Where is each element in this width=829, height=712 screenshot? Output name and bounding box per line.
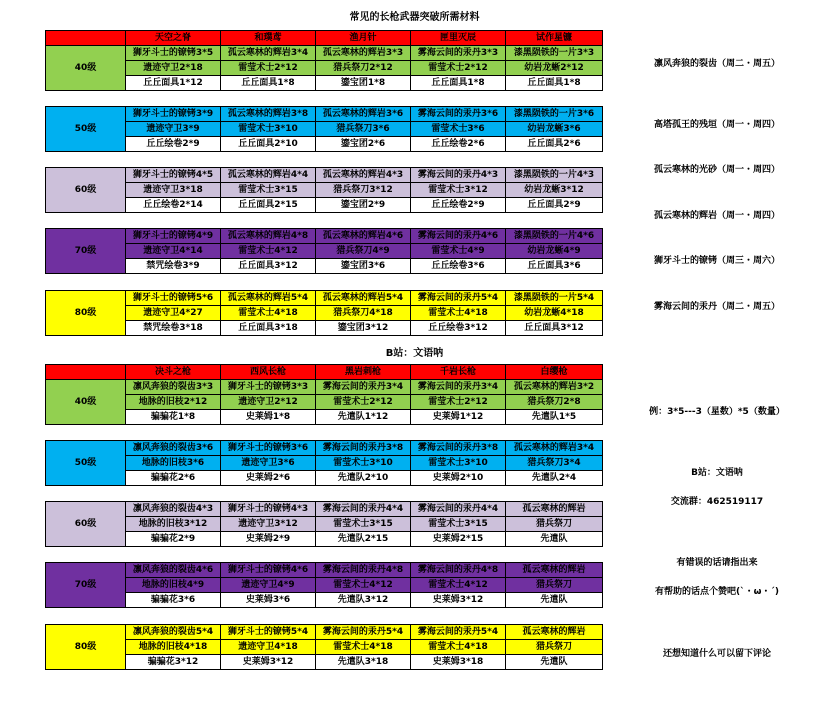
weapon-header: 天空之脊 [126, 31, 221, 46]
material-cell: 史莱姆3*12 [411, 593, 506, 608]
table-row [46, 244, 603, 259]
schedule-item: 孤云寒林的辉岩（周一・周四） [653, 211, 780, 221]
material-cell: 史莱姆2*15 [411, 532, 506, 547]
material-cell: 狮牙斗士的镣铐3*6 [221, 441, 316, 456]
material-cell: 猎兵祭刀2*12 [316, 61, 411, 76]
material-cell: 雷莹术士4*18 [411, 306, 506, 321]
weapon-header: 千岩长枪 [411, 365, 506, 380]
material-cell: 猎兵祭刀 [506, 517, 603, 532]
material-cell: 雾海云间的汞丹3*6 [411, 107, 506, 122]
table-row [46, 380, 603, 395]
material-cell: 雷莹术士3*15 [221, 183, 316, 198]
material-cell: 鎏宝团3*12 [316, 321, 411, 336]
material-cell: 雷莹术士4*9 [411, 244, 506, 259]
material-cell: 遗迹守卫4*27 [126, 306, 221, 321]
material-cell: 丘丘面具3*12 [506, 321, 603, 336]
material-cell: 丘丘面具1*8 [411, 76, 506, 91]
material-cell: 先遣队2*15 [316, 532, 411, 547]
weapon-header: 渔月针 [316, 31, 411, 46]
table-row [46, 61, 603, 76]
material-cell: 狮牙斗士的镣铐4*3 [221, 502, 316, 517]
material-cell: 丘丘面具1*8 [221, 76, 316, 91]
level-cell: 70级 [46, 563, 126, 608]
material-cell: 猎兵祭刀4*9 [316, 244, 411, 259]
material-cell: 雷莹术士2*12 [411, 61, 506, 76]
table-row [46, 578, 603, 593]
table-row [46, 259, 603, 274]
header-blank-cell [46, 365, 126, 380]
material-cell: 先遣队 [506, 593, 603, 608]
material-cell: 遗迹守卫4*18 [221, 640, 316, 655]
spacer-row [46, 152, 603, 168]
material-cell: 漆黑陨铁的一片3*6 [506, 107, 603, 122]
material-table-a [45, 30, 603, 336]
material-cell: 孤云寒林的辉岩3*4 [221, 46, 316, 61]
material-cell: 幼岩龙蜥2*12 [506, 61, 603, 76]
material-cell: 雾海云间的汞丹5*4 [411, 625, 506, 640]
material-cell: 鎏宝团2*6 [316, 137, 411, 152]
material-cell: 遗迹守卫3*18 [126, 183, 221, 198]
header-row [46, 365, 603, 380]
material-cell: 骗骗花3*12 [126, 655, 221, 670]
material-cell: 地脉的旧枝4*9 [126, 578, 221, 593]
material-cell: 孤云寒林的辉岩 [506, 625, 603, 640]
material-cell: 丘丘面具1*8 [506, 76, 603, 91]
material-cell: 史莱姆2*6 [221, 471, 316, 486]
material-cell: 凛风奔狼的裂齿5*4 [126, 625, 221, 640]
bilibili-note: B站：文语呐 [691, 468, 743, 478]
material-cell: 丘丘面具3*18 [221, 321, 316, 336]
material-cell: 猎兵祭刀3*12 [316, 183, 411, 198]
table-row [46, 517, 603, 532]
material-cell: 先遣队 [506, 532, 603, 547]
schedule-item: 凛风奔狼的裂齿（周二・周五） [653, 59, 780, 69]
material-cell: 地脉的旧枝4*18 [126, 640, 221, 655]
material-cell: 狮牙斗士的镣铐4*9 [126, 229, 221, 244]
weapon-header: 决斗之枪 [126, 365, 221, 380]
material-cell: 雷莹术士3*15 [316, 517, 411, 532]
material-cell: 雾海云间的汞丹4*8 [411, 563, 506, 578]
weapon-header: 西风长枪 [221, 365, 316, 380]
material-cell: 先遣队 [506, 655, 603, 670]
table-row [46, 168, 603, 183]
table-row [46, 410, 603, 425]
material-cell: 漆黑陨铁的一片4*3 [506, 168, 603, 183]
level-cell: 50级 [46, 107, 126, 152]
material-cell: 遗迹守卫2*18 [126, 61, 221, 76]
spacer-cell [46, 608, 603, 625]
material-cell: 雾海云间的汞丹5*4 [316, 625, 411, 640]
table-row [46, 183, 603, 198]
material-cell: 雷莹术士4*18 [221, 306, 316, 321]
header-row [46, 31, 603, 46]
material-cell: 孤云寒林的辉岩4*6 [316, 229, 411, 244]
level-cell: 80级 [46, 291, 126, 336]
weapon-header: 和璞鸢 [221, 31, 316, 46]
material-cell: 丘丘面具3*6 [506, 259, 603, 274]
material-cell: 雷莹术士4*18 [411, 640, 506, 655]
material-cell: 漆黑陨铁的一片3*3 [506, 46, 603, 61]
material-cell: 雷莹术士3*6 [411, 122, 506, 137]
group-note: 交流群：462519117 [670, 497, 764, 507]
level-cell: 70级 [46, 229, 126, 274]
material-cell: 漆黑陨铁的一片5*4 [506, 291, 603, 306]
material-cell: 雷莹术士4*12 [411, 578, 506, 593]
spacer-cell [46, 152, 603, 168]
material-cell: 先遣队2*10 [316, 471, 411, 486]
material-cell: 雷莹术士4*18 [316, 640, 411, 655]
material-cell: 雷莹术士3*10 [221, 122, 316, 137]
table-row [46, 655, 603, 670]
table-row [46, 640, 603, 655]
spacer-cell [46, 547, 603, 563]
material-cell: 史莱姆3*6 [221, 593, 316, 608]
spacer-row [46, 486, 603, 502]
material-cell: 雾海云间的汞丹3*8 [411, 441, 506, 456]
table-row [46, 137, 603, 152]
example-note: 例：3*5---3（星数）*5（数量） [649, 407, 785, 417]
page-title: 常见的长枪武器突破所需材料 [349, 12, 480, 23]
material-cell: 猎兵祭刀3*4 [506, 456, 603, 471]
table-row [46, 321, 603, 336]
weapon-header: 试作星镰 [506, 31, 603, 46]
material-cell: 骗骗花1*8 [126, 410, 221, 425]
schedule-item: 狮牙斗士的镣铐（周三・周六） [653, 256, 780, 266]
material-cell: 幼岩龙蜥3*12 [506, 183, 603, 198]
material-cell: 丘丘绘卷2*14 [126, 198, 221, 213]
spacer-row [46, 425, 603, 441]
material-cell: 雷莹术士2*12 [221, 61, 316, 76]
material-cell: 先遣队3*18 [316, 655, 411, 670]
comment-note: 还想知道什么可以留下评论 [662, 649, 771, 659]
material-cell: 史莱姆1*12 [411, 410, 506, 425]
material-cell: 雷莹术士2*12 [411, 395, 506, 410]
material-cell: 狮牙斗士的镣铐5*6 [126, 291, 221, 306]
material-cell: 先遣队2*4 [506, 471, 603, 486]
material-cell: 狮牙斗士的镣铐3*3 [221, 380, 316, 395]
schedule-item: 高塔孤王的残垣（周一・周四） [653, 120, 780, 130]
material-cell: 孤云寒林的辉岩3*8 [221, 107, 316, 122]
table-row [46, 395, 603, 410]
material-cell: 孤云寒林的辉岩3*3 [316, 46, 411, 61]
material-cell: 雷莹术士3*12 [411, 183, 506, 198]
material-cell: 孤云寒林的辉岩4*8 [221, 229, 316, 244]
material-cell: 孤云寒林的辉岩5*4 [221, 291, 316, 306]
material-cell: 丘丘面具3*12 [221, 259, 316, 274]
spacer-row [46, 274, 603, 291]
level-cell: 60级 [46, 502, 126, 547]
material-cell: 雾海云间的汞丹4*6 [411, 229, 506, 244]
table-row [46, 625, 603, 640]
material-cell: 史莱姆3*18 [411, 655, 506, 670]
spacer-row [46, 547, 603, 563]
material-cell: 遗迹守卫4*9 [221, 578, 316, 593]
material-cell: 狮牙斗士的镣铐5*4 [221, 625, 316, 640]
material-cell: 遗迹守卫3*6 [221, 456, 316, 471]
material-cell: 雷莹术士2*12 [316, 395, 411, 410]
material-cell: 孤云寒林的辉岩3*4 [506, 441, 603, 456]
material-cell: 雾海云间的汞丹3*3 [411, 46, 506, 61]
material-cell: 幼岩龙蜥4*9 [506, 244, 603, 259]
material-cell: 幼岩龙蜥4*18 [506, 306, 603, 321]
material-cell: 骗骗花2*6 [126, 471, 221, 486]
table-row [46, 502, 603, 517]
material-cell: 史莱姆2*9 [221, 532, 316, 547]
spacer-cell [46, 213, 603, 229]
material-cell: 骗骗花2*9 [126, 532, 221, 547]
material-cell: 鎏宝团1*8 [316, 76, 411, 91]
material-cell: 孤云寒林的辉岩3*2 [506, 380, 603, 395]
spacer-cell [46, 486, 603, 502]
material-cell: 丘丘绘卷3*6 [411, 259, 506, 274]
material-cell: 丘丘绘卷3*12 [411, 321, 506, 336]
material-cell: 雷莹术士3*15 [411, 517, 506, 532]
material-cell: 狮牙斗士的镣铐3*9 [126, 107, 221, 122]
material-cell: 凛风奔狼的裂齿4*6 [126, 563, 221, 578]
like-note: 有帮助的话点个赞吧(`・ω・´) [654, 587, 780, 597]
table-row [46, 593, 603, 608]
material-cell: 猎兵祭刀3*6 [316, 122, 411, 137]
weapon-header: 黑岩刺枪 [316, 365, 411, 380]
material-cell: 雾海云间的汞丹4*8 [316, 563, 411, 578]
table-row [46, 46, 603, 61]
schedule-item: 雾海云间的汞丹（周二・周五） [653, 302, 780, 312]
material-cell: 鎏宝团3*6 [316, 259, 411, 274]
material-cell: 禁咒绘卷3*9 [126, 259, 221, 274]
material-cell: 丘丘面具2*10 [221, 137, 316, 152]
material-cell: 鎏宝团2*9 [316, 198, 411, 213]
material-cell: 孤云寒林的辉岩4*4 [221, 168, 316, 183]
material-cell: 雷莹术士4*12 [316, 578, 411, 593]
material-cell: 先遣队1*12 [316, 410, 411, 425]
material-cell: 先遣队1*5 [506, 410, 603, 425]
table-row [46, 306, 603, 321]
material-cell: 凛风奔狼的裂齿3*6 [126, 441, 221, 456]
table-row [46, 107, 603, 122]
material-cell: 凛风奔狼的裂齿4*3 [126, 502, 221, 517]
material-cell: 史莱姆3*12 [221, 655, 316, 670]
material-cell: 雾海云间的汞丹4*4 [316, 502, 411, 517]
material-cell: 猎兵祭刀2*8 [506, 395, 603, 410]
material-table-b [45, 364, 603, 670]
material-cell: 孤云寒林的辉岩 [506, 563, 603, 578]
material-cell: 雾海云间的汞丹4*3 [411, 168, 506, 183]
material-cell: 丘丘面具2*15 [221, 198, 316, 213]
material-cell: 孤云寒林的辉岩4*3 [316, 168, 411, 183]
table-row [46, 441, 603, 456]
material-cell: 丘丘绘卷2*9 [126, 137, 221, 152]
level-cell: 40级 [46, 380, 126, 425]
spacer-cell [46, 425, 603, 441]
material-cell: 雾海云间的汞丹5*4 [411, 291, 506, 306]
table-row [46, 229, 603, 244]
material-cell: 史莱姆1*8 [221, 410, 316, 425]
material-cell: 骗骗花3*6 [126, 593, 221, 608]
level-cell: 40级 [46, 46, 126, 91]
material-cell: 雷莹术士3*10 [411, 456, 506, 471]
material-cell: 狮牙斗士的镣铐4*6 [221, 563, 316, 578]
material-cell: 雷莹术士4*12 [221, 244, 316, 259]
table-row [46, 532, 603, 547]
material-cell: 遗迹守卫2*12 [221, 395, 316, 410]
material-cell: 幼岩龙蜥3*6 [506, 122, 603, 137]
level-cell: 60级 [46, 168, 126, 213]
table-row [46, 291, 603, 306]
material-cell: 遗迹守卫3*9 [126, 122, 221, 137]
material-cell: 丘丘绘卷2*9 [411, 198, 506, 213]
material-cell: 雾海云间的汞丹4*4 [411, 502, 506, 517]
material-cell: 地脉的旧枝3*6 [126, 456, 221, 471]
material-cell: 禁咒绘卷3*18 [126, 321, 221, 336]
material-cell: 先遣队3*12 [316, 593, 411, 608]
material-cell: 雷莹术士3*10 [316, 456, 411, 471]
level-cell: 50级 [46, 441, 126, 486]
material-cell: 雾海云间的汞丹3*4 [316, 380, 411, 395]
material-cell: 遗迹守卫4*14 [126, 244, 221, 259]
material-cell: 孤云寒林的辉岩3*6 [316, 107, 411, 122]
material-cell: 丘丘面具1*12 [126, 76, 221, 91]
table-row [46, 456, 603, 471]
spacer-row [46, 213, 603, 229]
material-cell: 地脉的旧枝2*12 [126, 395, 221, 410]
table-row [46, 198, 603, 213]
schedule-item: 孤云寒林的光砂（周一・周四） [653, 165, 780, 175]
material-cell: 狮牙斗士的镣铐4*5 [126, 168, 221, 183]
spacer-row [46, 608, 603, 625]
level-cell: 80级 [46, 625, 126, 670]
material-cell: 雾海云间的汞丹3*4 [411, 380, 506, 395]
material-cell: 凛风奔狼的裂齿3*3 [126, 380, 221, 395]
header-blank-cell [46, 31, 126, 46]
material-cell: 地脉的旧枝3*12 [126, 517, 221, 532]
material-cell: 孤云寒林的辉岩 [506, 502, 603, 517]
material-cell: 史莱姆2*10 [411, 471, 506, 486]
subtitle: B站：文语呐 [385, 348, 444, 359]
material-cell: 丘丘面具2*9 [506, 198, 603, 213]
material-cell: 遗迹守卫3*12 [221, 517, 316, 532]
table-row [46, 122, 603, 137]
table-row [46, 563, 603, 578]
weapon-header: 白缨枪 [506, 365, 603, 380]
material-cell: 狮牙斗士的镣铐3*5 [126, 46, 221, 61]
material-cell: 雾海云间的汞丹3*8 [316, 441, 411, 456]
material-cell: 猎兵祭刀4*18 [316, 306, 411, 321]
material-cell: 孤云寒林的辉岩5*4 [316, 291, 411, 306]
errors-note: 有错误的话请指出来 [676, 558, 758, 568]
material-cell: 丘丘面具2*6 [506, 137, 603, 152]
material-cell: 丘丘绘卷2*6 [411, 137, 506, 152]
spacer-cell [46, 274, 603, 291]
weapon-header: 匣里灭辰 [411, 31, 506, 46]
spacer-row [46, 91, 603, 107]
material-cell: 猎兵祭刀 [506, 640, 603, 655]
table-row [46, 471, 603, 486]
spacer-cell [46, 91, 603, 107]
material-cell: 猎兵祭刀 [506, 578, 603, 593]
table-row [46, 76, 603, 91]
material-cell: 漆黑陨铁的一片4*6 [506, 229, 603, 244]
